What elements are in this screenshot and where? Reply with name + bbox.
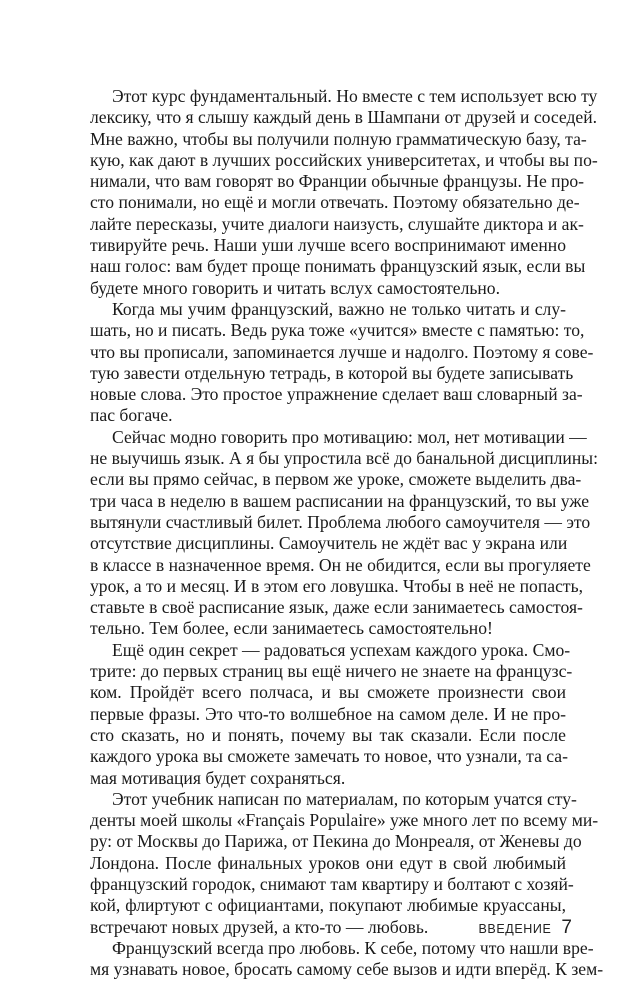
text-line: Ещё один секрет — радоваться успехам каждого урока. Смо- <box>112 639 571 660</box>
text-line: лексику, что я слышу каждый день в Шампани от друзей и соседей. <box>90 107 598 128</box>
text-line: трите: до первых страниц вы ещё ничего не знаете на французс- <box>90 661 573 682</box>
paragraph <box>90 639 573 789</box>
text-line: ру: от Москвы до Парижа, от Пекина до Монреаля, от Женевы до <box>90 831 582 852</box>
text-line: денты моей школы «Français Populaire» уже много лет по всему ми- <box>90 810 599 831</box>
text-line: ком. Пройдёт всего полчаса, и вы сможете произнести свои <box>90 682 566 703</box>
text-line: Сейчас модно говорить про мотивацию: мол, нет мотивации — <box>112 426 587 447</box>
text-line: в классе в назначенное время. Он не обидится, если вы прогуляете <box>90 554 591 575</box>
text-line: сто сказать, но и понять, почему вы так сказали. Если после <box>90 724 566 745</box>
paragraph <box>90 298 594 427</box>
text-line: сто понимали, но ещё и могли отвечать. Поэтому обязательно де- <box>90 192 580 213</box>
text-line: встречают новых друзей, а кто-то — любовь. <box>90 916 429 937</box>
text-line: ставьте в своё расписание язык, даже если занимаетесь самостоя- <box>90 597 583 618</box>
page-number: 7 <box>561 917 572 938</box>
text-line: первые фразы. Это что-то волшебное на самом деле. И не про- <box>90 703 566 724</box>
text-line: Этот учебник написан по материалам, по которым учатся сту- <box>112 788 577 809</box>
paragraph <box>90 937 604 981</box>
paragraph <box>90 86 598 299</box>
text-line: нимали, что вам говорят во Франции обычные французы. Не про- <box>90 171 585 192</box>
text-line: кую, как дают в лучших российских университетах, и чтобы вы по- <box>90 149 598 170</box>
page-footer <box>454 917 572 941</box>
text-line: не выучишь язык. А я бы упростила всё до банальной дисциплины: <box>90 448 598 469</box>
text-line: вытянули счастливый билет. Проблема любого самоучителя — это <box>90 511 591 532</box>
text-line: Когда мы учим французский, важно не только читать и слу- <box>112 298 566 319</box>
text-line: Мне важно, чтобы вы получили полную грамматическую базу, та- <box>90 128 587 149</box>
text-line: наш голос: вам будет проще понимать французский язык, если вы <box>90 256 586 277</box>
page-body <box>90 86 604 980</box>
text-line: Лондона. После финальных уроков они едут в свой любимый <box>90 852 566 873</box>
text-line: три часа в неделю в вашем расписании на французский, то вы уже <box>90 490 590 511</box>
running-footer-section: ВВЕДЕНИЕ <box>478 922 552 936</box>
text-line: тельно. Тем более, если занимаетесь самостоятельно! <box>90 618 493 639</box>
text-line: мя узнавать новое, бросать самому себе вызов и идти вперёд. К зем- <box>90 959 604 980</box>
text-line: Этот курс фундаментальный. Но вместе с тем использует всю ту <box>112 86 598 106</box>
text-line: Французский всегда про любовь. К себе, потому что нашли вре- <box>112 937 594 958</box>
text-line: тивируйте речь. Наши уши лучше всего воспринимают именно <box>90 235 566 256</box>
paragraph <box>90 788 599 938</box>
text-line: пас богаче. <box>90 405 173 426</box>
text-line: если вы прямо сейчас, в первом же уроке, сможете выделить два- <box>90 469 582 490</box>
text-line: новые слова. Это простое упражнение сделает ваш словарный за- <box>90 384 583 405</box>
text-line: что вы прописали, запоминается лучше и надолго. Поэтому я сове- <box>90 341 594 362</box>
text-line: лайте пересказы, учите диалоги наизусть, слушайте диктора и ак- <box>90 213 584 234</box>
text-line: отсутствие дисциплины. Самоучитель не ждёт вас у экрана или <box>90 533 568 554</box>
paragraph <box>90 426 598 640</box>
text-line: каждого урока вы сможете замечать то новое, что узнали, та са- <box>90 746 568 767</box>
text-line: кой, флиртуют с официантами, покупают любимые круассаны, <box>90 895 566 916</box>
text-line: урок, а то и месяц. И в этом его ловушка. Чтобы в неё не попасть, <box>90 575 583 596</box>
text-line: мая мотивация будет сохраняться. <box>90 767 346 788</box>
text-line: шать, но и писать. Ведь рука тоже «учится» вместе с памятью: то, <box>90 320 585 341</box>
text-line: будете много говорить и читать вслух самостоятельно. <box>90 277 500 298</box>
text-line: французский городок, снимают там квартиру и болтают с хозяй- <box>90 873 574 894</box>
text-line: тую завести отдельную тетрадь, в которой вы будете записывать <box>90 362 574 383</box>
